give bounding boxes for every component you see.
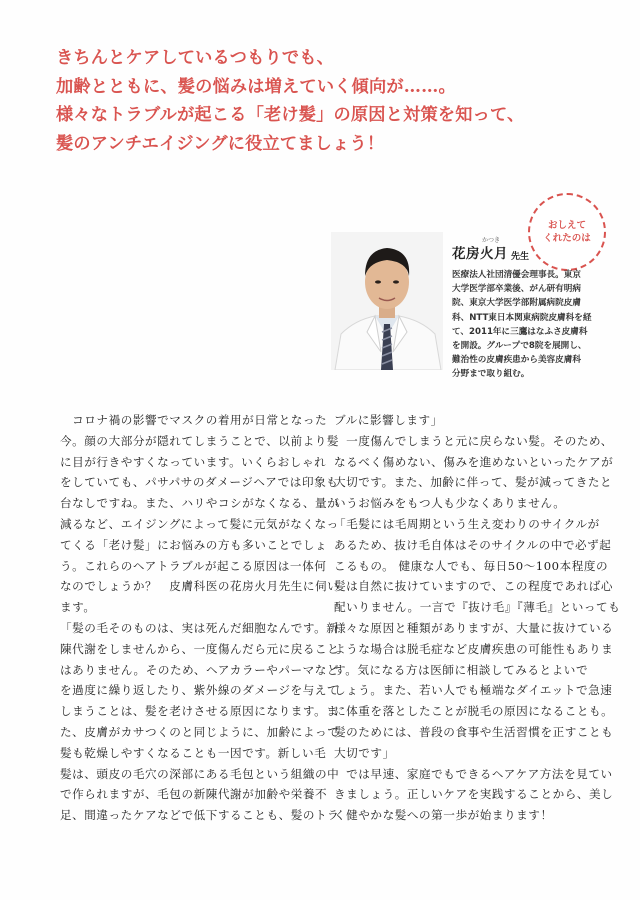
- body-line: 大切です。また、加齢に伴って、髪が減ってきたと: [334, 475, 613, 490]
- doctor-bio: [452, 268, 602, 382]
- body-line: 大切です」: [334, 745, 395, 760]
- doctor-portrait-image: [331, 232, 443, 370]
- body-line: 一度傷んでしまうと元に戻らない髪。そのため、: [334, 433, 613, 448]
- body-line: 髪は、頭皮の毛穴の深部にある毛包という組織の中: [60, 766, 340, 781]
- doctor-honorific: 先生: [511, 252, 530, 262]
- bio-line: 大学医学部卒業後、がん研有明病: [452, 284, 581, 295]
- body-line: なるべく傷めない、傷みを進めないといったケアが: [334, 454, 614, 469]
- name-ruby: かつき: [482, 237, 501, 244]
- body-line: た、皮膚がカサつくのと同じように、加齢によって: [60, 724, 340, 739]
- body-line: 減るなど、エイジングによって髪に元気がなくなっ: [60, 516, 339, 531]
- body-line: す。気になる方は医師に相談してみるとよいで: [334, 662, 589, 677]
- body-line: 髪も乾燥しやすくなることも一因です。新しい毛: [60, 745, 327, 760]
- body-line: 台なしですね。また、ハリやコシがなくなる、量が: [60, 496, 340, 511]
- body-line: 配いりません。一言で『抜け毛』『薄毛』といっても: [334, 600, 621, 615]
- name-row: [452, 242, 602, 262]
- doctor-photo: [331, 232, 443, 370]
- body-line: で作られますが、毛包の新陳代謝が加齢や栄養不: [60, 787, 328, 802]
- lead-line: 様々なトラブルが起こる「老け髪」の原因と対策を知って、: [56, 105, 525, 125]
- body-line: 足、間違ったケアなどで低下することも、髪のトラ: [60, 808, 340, 823]
- body-line: きましょう。正しいケアを実践することから、美し: [334, 787, 614, 802]
- body-line: しまうことは、髪を老けさせる原因になります。ま: [60, 704, 339, 719]
- bio-line: 難治性の皮膚疾患から美容皮膚科: [452, 355, 581, 366]
- body-line: う。これらのヘアトラブルが起こる原因は一体何: [60, 558, 327, 573]
- body-line: ような場合は脱毛症など皮膚疾患の可能性もありま: [334, 641, 614, 656]
- article-column-right: [334, 410, 621, 826]
- body-line: コロナ禍の影響でマスクの着用が日常となった: [60, 413, 328, 427]
- body-line: 髪のためには、普段の食事や生活習慣を正すことも: [334, 724, 614, 739]
- body-line: 髪は自然に抜けていますので、この程度であれば心: [334, 579, 614, 594]
- body-line: に体重を落としたことが脱毛の原因になることも。: [334, 704, 614, 719]
- body-line: いうお悩みをもつ人も少なくありません。: [334, 496, 566, 511]
- bio-line: を開設。グループで8院を展開し、: [452, 341, 587, 352]
- body-line: 陳代謝をしませんから、一度傷んだら元に戻ること: [60, 641, 340, 656]
- body-line: では早速、家庭でもできるヘアケア方法を見てい: [334, 766, 613, 781]
- body-line: を過度に繰り返したり、紫外線のダメージを与えて: [60, 683, 340, 698]
- bio-line: 医療法人社団清優会理事長。東京: [452, 270, 581, 280]
- body-line: 様々な原因と種類がありますが、大量に抜けている: [334, 620, 614, 635]
- body-line: こるもの。 健康な人でも、毎日50〜100本程度の: [334, 558, 609, 573]
- body-line: をしていても、パサパサのダメージヘアでは印象も: [60, 475, 339, 490]
- lead-line: きちんとケアしているつもりでも、: [56, 48, 335, 68]
- bio-line: て、2011年に三鷹はなふさ皮膚科: [452, 326, 588, 337]
- lead-text: [56, 44, 596, 158]
- bio-line: 分野まで取り組む。: [452, 369, 530, 380]
- body-line: ます。: [60, 600, 96, 615]
- body-line: く健やかな髪への第一歩が始まります！: [334, 808, 553, 823]
- body-line: ブルに影響します」: [334, 413, 443, 427]
- body-line: しょう。また、若い人でも極端なダイエットで急速: [334, 683, 613, 698]
- body-line: てくる「老け髪」にお悩みの方も多いことでしょ: [60, 537, 328, 552]
- body-line: に目が行きやすくなっています。いくらおしゃれ: [60, 454, 327, 469]
- body-line: なのでしょうか？ 皮膚科医の花房火月先生に伺い: [60, 579, 340, 594]
- body-line: 今。顔の大部分が隠れてしまうことで、以前より髪: [60, 433, 340, 448]
- stamp-line: くれたのは: [543, 233, 591, 244]
- bio-line: 院、東京大学医学部附属病院皮膚: [452, 298, 581, 309]
- body-line: はありません。そのため、ヘアカラーやパーマなど: [60, 662, 340, 677]
- doctor-name: 花房火月: [452, 246, 508, 262]
- lead-line: 髪のアンチエイジングに役立てましょう！: [56, 133, 385, 154]
- body-line: 「髪の毛そのものは、実は死んだ細胞なんです。新: [60, 620, 339, 635]
- body-line: 「毛髪には毛周期という生え変わりのサイクルが: [334, 516, 600, 531]
- body-line: あるため、抜け毛自体はそのサイクルの中で必ず起: [334, 537, 612, 552]
- stamp-line: おしえて: [547, 220, 586, 231]
- article-column-left: [60, 410, 340, 826]
- lead-line: 加齢とともに、髪の悩みは増えていく傾向が……。: [56, 76, 456, 97]
- bio-line: 科、NTT東日本関東病院皮膚科を経: [452, 312, 592, 323]
